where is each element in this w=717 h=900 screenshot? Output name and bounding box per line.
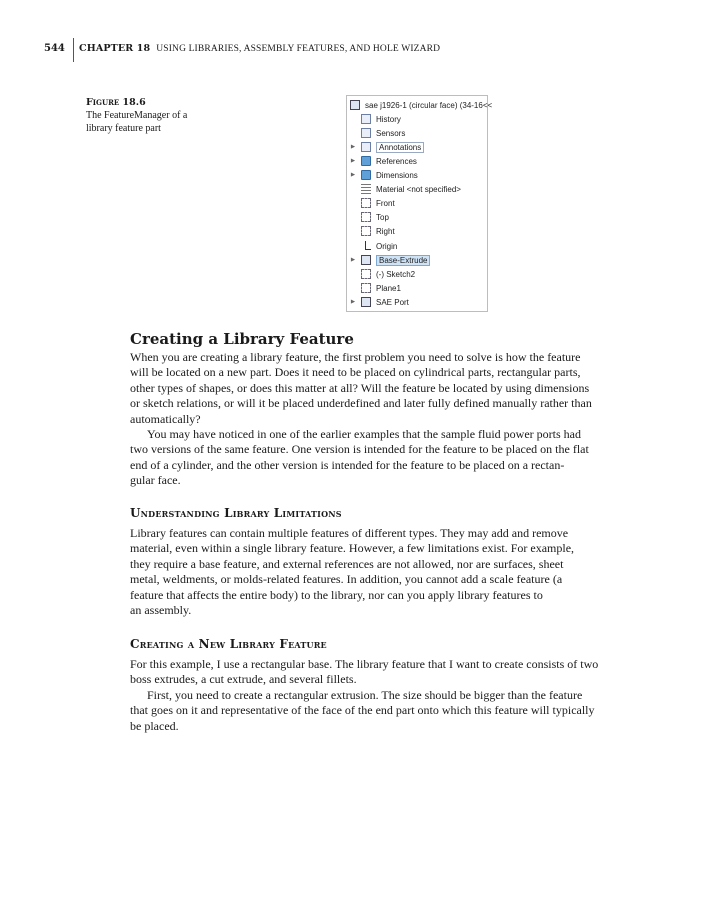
tree-item-label: Material <not specified>	[376, 184, 461, 194]
paragraph	[130, 350, 656, 427]
tree-item-label: Annotations	[376, 142, 424, 153]
paragraph	[130, 688, 656, 734]
tree-item-label: Top	[376, 212, 389, 222]
extrude-icon	[361, 255, 371, 265]
origin-icon	[361, 241, 371, 251]
folder-icon	[361, 170, 371, 180]
text-line: an assembly.	[130, 603, 192, 618]
sketch-icon	[361, 269, 371, 279]
tree-item-front[interactable]	[347, 197, 395, 209]
text-line: For this example, I use a rectangular base. The library feature that I want to create consists of two	[130, 657, 599, 671]
plane-icon	[361, 212, 371, 222]
paragraph	[130, 526, 656, 618]
plane-icon	[361, 198, 371, 208]
tree-item-label: Right	[376, 226, 395, 236]
plane-icon	[361, 283, 371, 293]
text-line: Library features can contain multiple features of different types. They may add and remove	[130, 526, 569, 540]
caption-line: library feature part	[86, 123, 161, 134]
tree-item-top[interactable]	[347, 211, 389, 223]
expand-arrow-icon[interactable]: ▶	[350, 299, 356, 305]
subsection-heading: Creating a New Library Feature	[130, 637, 327, 651]
tree-item-material[interactable]	[347, 183, 461, 195]
tree-item-history[interactable]	[347, 113, 401, 125]
text-line: gular face.	[130, 473, 181, 488]
figure-caption	[86, 96, 236, 135]
featuremanager-tree	[346, 95, 493, 312]
chapter-title: USING LIBRARIES, ASSEMBLY FEATURES, AND HOLE WIZARD	[156, 44, 441, 54]
plane-icon	[361, 226, 371, 236]
expand-arrow-icon[interactable]: ▶	[350, 257, 356, 263]
section-heading: Creating a Library Feature	[130, 330, 354, 348]
tree-item-references[interactable]	[347, 155, 417, 167]
text-line: metal, weldments, or molds-related features. In addition, you cannot add a scale feature (a	[130, 572, 563, 587]
tree-item-label: Base-Extrude	[376, 255, 430, 266]
tree-item-sensors[interactable]	[347, 127, 405, 139]
part-icon	[350, 100, 360, 110]
expand-arrow-icon[interactable]: ▶	[350, 144, 356, 150]
tree-item-sketch2[interactable]	[347, 268, 415, 280]
subsection-heading: Understanding Library Limitations	[130, 506, 342, 520]
tree-item-label: References	[376, 156, 417, 166]
page-number: 544	[44, 43, 65, 54]
text-line: or sketch relations, or will it be placed underdefined and later fully defined manually rather than	[130, 396, 592, 411]
tree-item-label: Sensors	[376, 128, 406, 138]
text-line: be placed.	[130, 718, 179, 733]
tree-root-label: sae j1926-1 (circular face) (34-16<<	[365, 100, 493, 110]
tree-item-right[interactable]	[347, 225, 395, 237]
text-line: feature that affects the entire body) to the library, nor can you apply library features to	[130, 587, 543, 602]
text-line: other types of shapes, or does this matter at all? Will the feature be located by using dimensions	[130, 380, 590, 395]
tree-item-base-extrude[interactable]	[347, 254, 430, 266]
material-icon	[361, 184, 371, 194]
tree-item-label: Dimensions	[376, 170, 418, 180]
header-divider	[73, 38, 74, 62]
text-line: end of a cylinder, and the other version is intended for the feature to be placed on a rectan-	[130, 457, 565, 472]
text-line: that goes on it and representative of the face of the end part onto which this feature will typically	[130, 703, 595, 718]
tree-item-label: Front	[376, 198, 395, 208]
sensors-icon	[361, 128, 371, 138]
text-line: You may have noticed in one of the earlier examples that the sample fluid power ports had	[147, 427, 581, 441]
tree-root[interactable]	[347, 99, 492, 111]
figure-number: Figure 18.6	[86, 97, 146, 108]
text-line: two versions of the same feature. One version is intended for the feature to be placed on the flat	[130, 442, 589, 457]
paragraph	[130, 657, 656, 688]
tree-item-sae-port[interactable]	[347, 296, 409, 308]
tree-item-plane1[interactable]	[347, 282, 401, 294]
text-line: When you are creating a library feature, the first problem you need to solve is how the feature	[130, 350, 581, 364]
tree-item-label: SAE Port	[376, 297, 409, 307]
history-icon	[361, 114, 371, 124]
tree-item-label: (-) Sketch2	[376, 269, 416, 279]
tree-item-label: History	[376, 114, 401, 124]
tree-item-dimensions[interactable]	[347, 169, 418, 181]
paragraph	[130, 427, 656, 489]
text-line: boss extrudes, a cut extrude, and several fillets.	[130, 672, 357, 687]
annotations-icon	[361, 142, 371, 152]
tree-item-label: Plane1	[376, 283, 401, 293]
tree-item-label: Origin	[376, 241, 398, 251]
text-line: automatically?	[130, 411, 201, 426]
folder-icon	[361, 156, 371, 166]
caption-line: The FeatureManager of a	[86, 110, 188, 121]
text-line: material, even within a single library feature. However, a few limitations exist. For example,	[130, 541, 575, 556]
expand-arrow-icon[interactable]: ▶	[350, 158, 356, 164]
text-line: First, you need to create a rectangular extrusion. The size should be bigger than the feature	[147, 688, 583, 702]
text-line: they require a base feature, and external references are not allowed, nor are surfaces, sheet	[130, 556, 564, 571]
chapter-label: CHAPTER 18	[79, 43, 151, 54]
tree-item-annotations[interactable]	[347, 141, 424, 153]
expand-arrow-icon[interactable]: ▶	[350, 172, 356, 178]
text-line: will be located on a new part. Does it need to be placed on cylindrical parts, rectangular parts,	[130, 365, 581, 380]
running-header	[79, 43, 440, 54]
tree-item-origin[interactable]	[347, 240, 397, 252]
library-feature-icon	[361, 297, 371, 307]
